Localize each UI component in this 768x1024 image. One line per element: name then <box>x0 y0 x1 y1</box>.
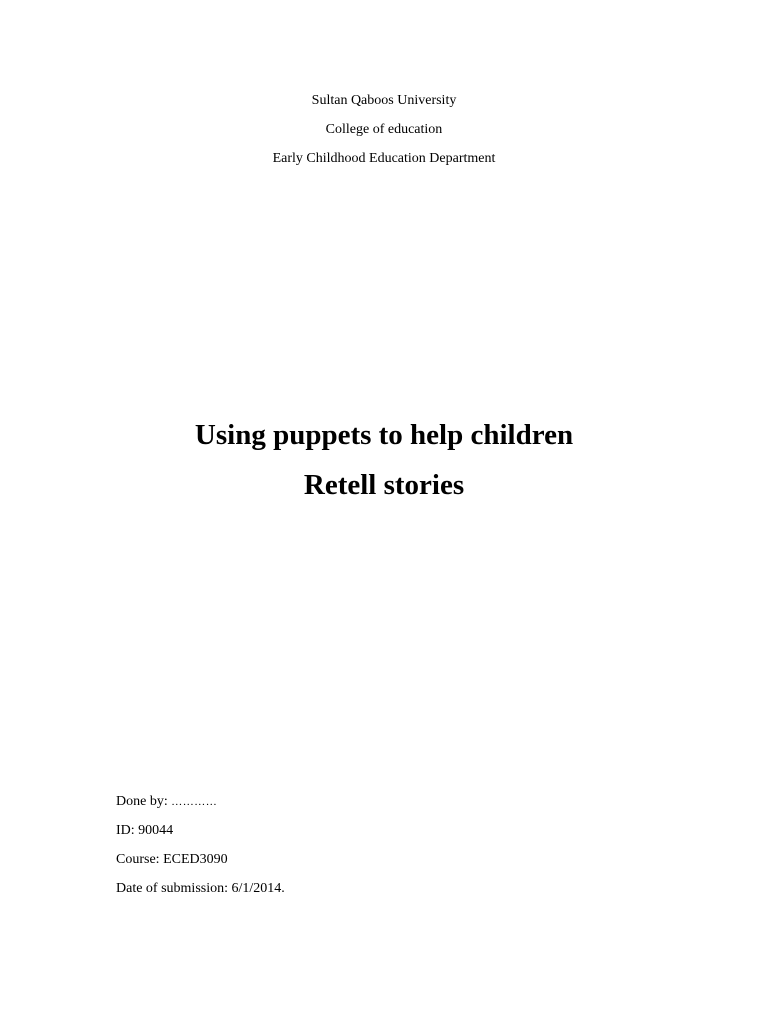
id-value: 90044 <box>138 823 174 838</box>
title-line-2: Retell stories <box>303 469 465 501</box>
institution-header <box>0 86 768 173</box>
done-by-label: Done by: <box>116 794 172 809</box>
done-by-value: ………… <box>171 796 218 808</box>
course-label: Course: <box>116 852 164 867</box>
title-line-1: Using puppets to help children <box>194 419 574 451</box>
date-value: 6/1/2014. <box>231 881 285 896</box>
course-row <box>116 845 285 874</box>
department-name: Early Childhood Education Department <box>272 151 496 166</box>
id-row <box>116 816 285 845</box>
date-label: Date of submission: <box>116 881 232 896</box>
document-title <box>0 410 768 510</box>
submission-info <box>116 787 285 903</box>
id-label: ID: <box>116 823 139 838</box>
course-value: ECED3090 <box>163 852 228 867</box>
college-name: College of education <box>325 122 443 137</box>
university-name: Sultan Qaboos University <box>311 93 457 108</box>
date-row <box>116 874 285 903</box>
done-by-row <box>116 787 285 816</box>
